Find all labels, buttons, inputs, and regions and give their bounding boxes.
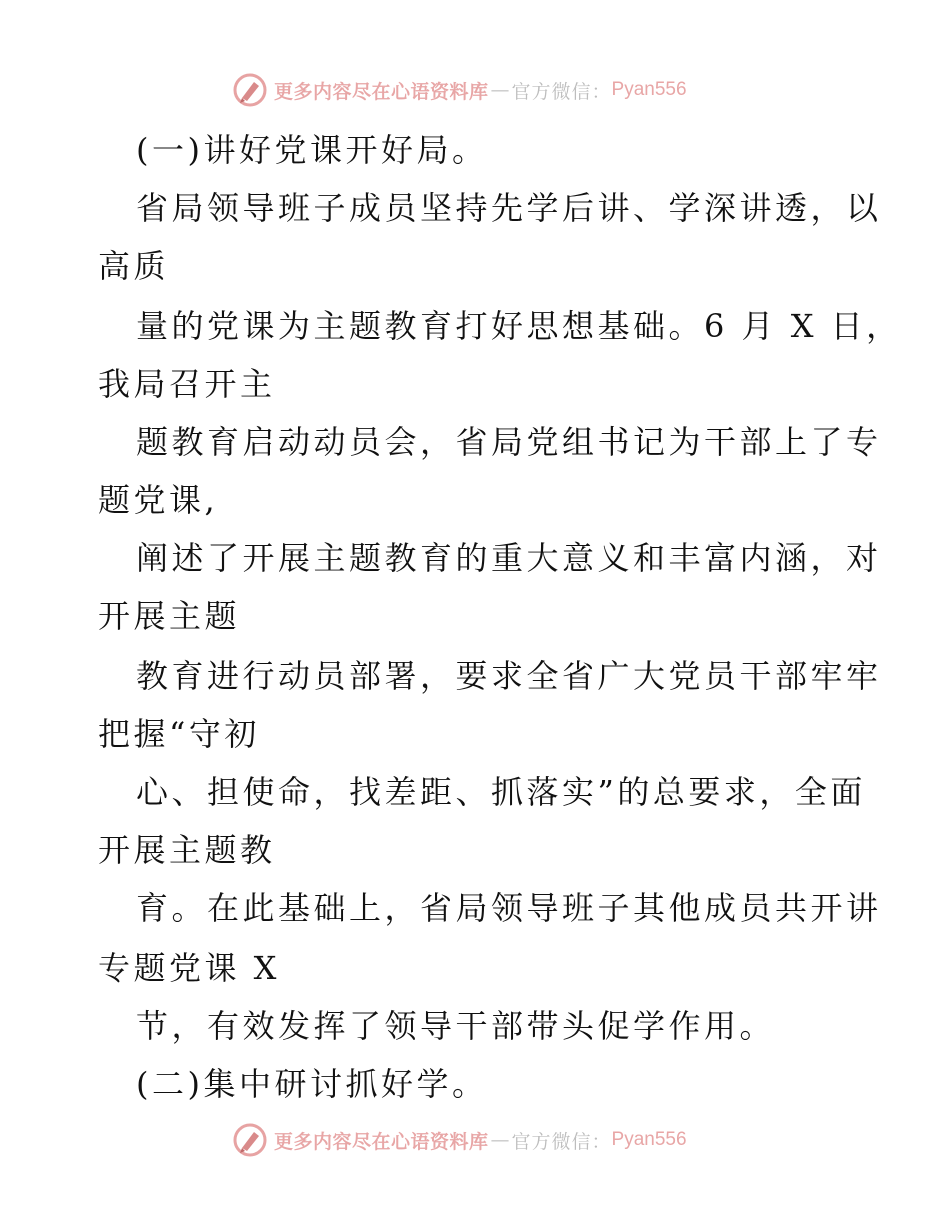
paragraph-line: 省局领导班子成员坚持先学后讲、学深讲透，以 (136, 189, 882, 227)
paragraph-line: 专题党课 X (98, 949, 280, 987)
heading-section-2: (二)集中研讨抓好学。 (136, 1065, 488, 1103)
paragraph-line: 教育进行动员部署，要求全省广大党员干部牢牢 (136, 657, 882, 695)
watermark-dash: — (490, 1129, 510, 1151)
paragraph-line: 节，有效发挥了领导干部带头促学作用。 (136, 1007, 776, 1045)
watermark-sub-text: 官方微信： (511, 80, 612, 103)
watermark-main-text: 更多内容尽在心语资料库 (274, 1130, 489, 1153)
paragraph-line: 开展主题教 (98, 831, 276, 869)
paragraph-line: 题党课, (98, 481, 219, 519)
watermark-dash: — (490, 79, 510, 101)
paragraph-line: 量的党课为主题教育打好思想基础。6 月 X 日， (136, 307, 902, 345)
watermark-wechat-id: Pyan556 (611, 1129, 687, 1150)
paragraph-line: 高质 (98, 247, 170, 285)
paragraph-line: 育。在此基础上，省局领导班子其他成员共开讲 (136, 889, 882, 927)
heading-section-1: (一)讲好党课开好局。 (136, 131, 488, 169)
paragraph-line: 开展主题 (98, 597, 241, 635)
paragraph-line: 我局召开主 (98, 365, 276, 403)
paragraph-line: 阐述了开展主题教育的重大意义和丰富内涵，对 (136, 539, 882, 577)
watermark-wechat-id: Pyan556 (611, 79, 687, 100)
paragraph-line: 题教育启动动员会，省局党组书记为干部上了专 (136, 423, 882, 461)
paragraph-line: 把握“守初 (98, 715, 260, 753)
watermark-sub-text: 官方微信： (511, 1130, 612, 1153)
footer-watermark (232, 1120, 687, 1160)
header-watermark (232, 70, 687, 110)
watermark-main-text: 更多内容尽在心语资料库 (274, 80, 489, 103)
pen-logo-icon (232, 72, 268, 108)
pen-logo-icon (232, 1122, 268, 1158)
paragraph-line: 心、担使命，找差距、抓落实”的总要求，全面 (136, 773, 866, 811)
